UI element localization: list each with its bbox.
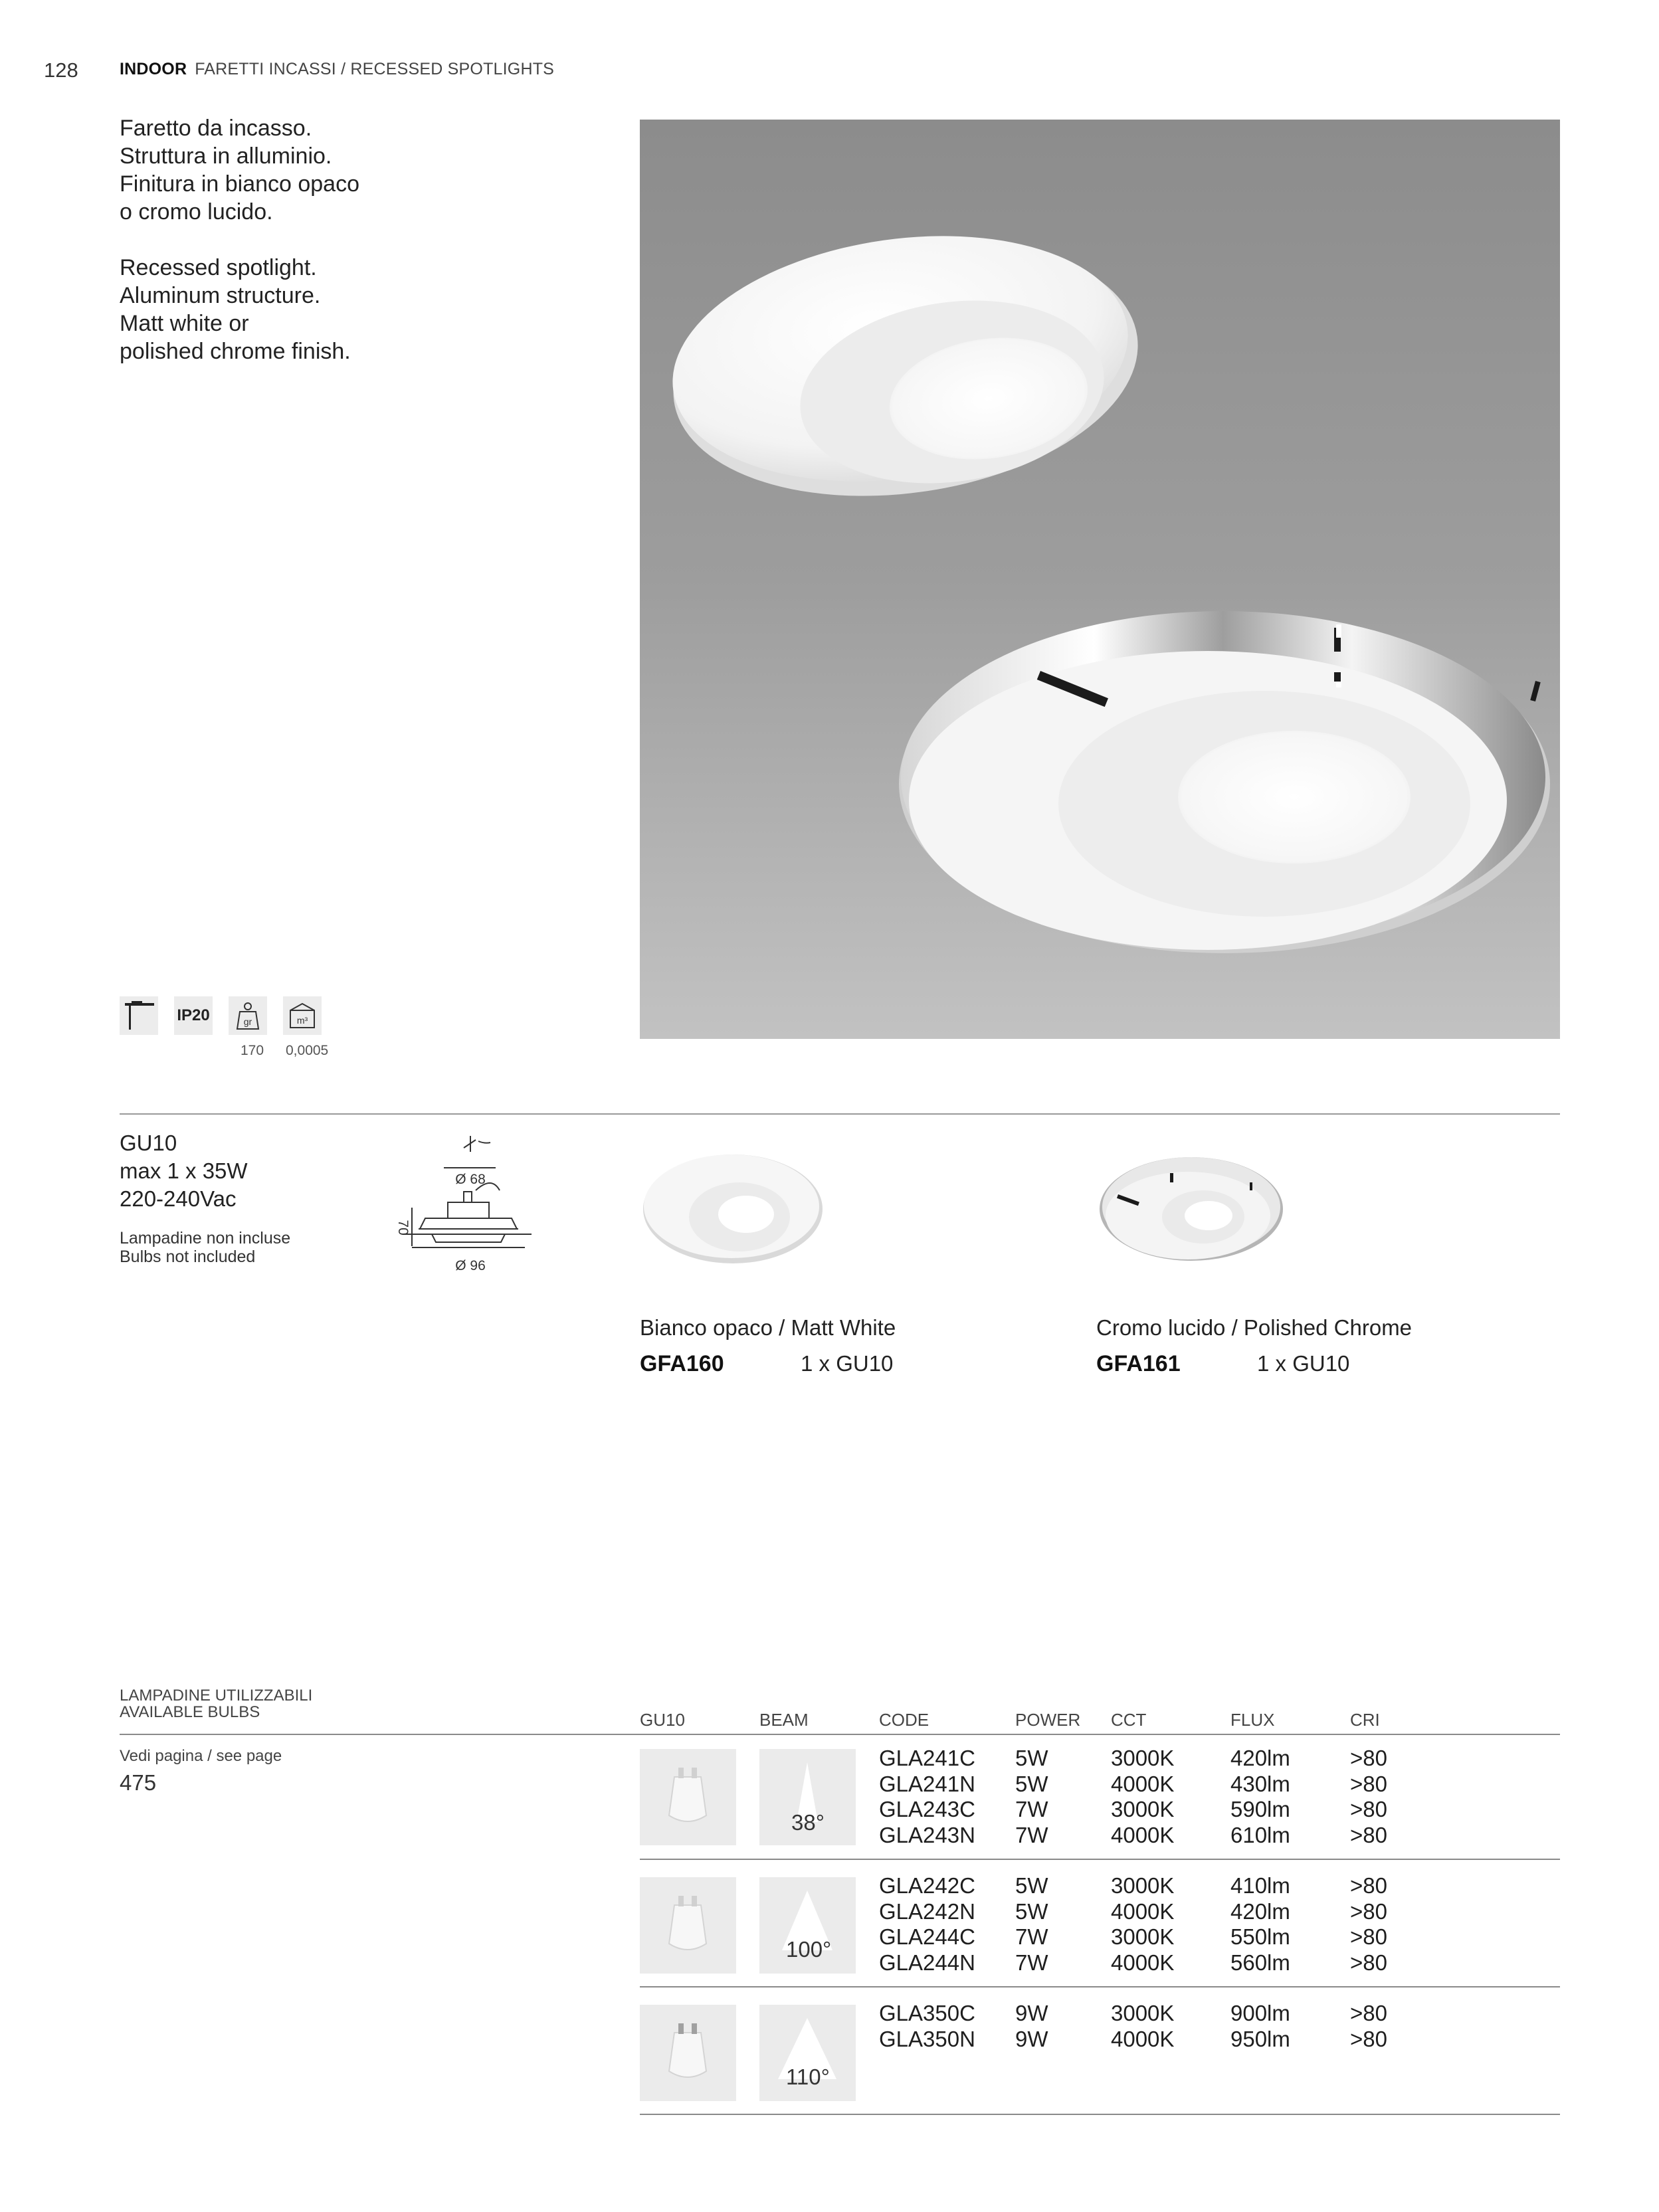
volume-icon: [283, 996, 322, 1035]
bulb-image: [640, 2005, 736, 2101]
code-column: [879, 1746, 975, 1848]
group-divider: [640, 1986, 1560, 1987]
section-divider: [120, 1113, 1560, 1115]
bulb-cri: >80: [1350, 1924, 1387, 1949]
power-column: [1015, 1873, 1048, 1976]
bulb-cct: 3000K: [1111, 1746, 1175, 1770]
bulb-code: GLA242C: [879, 1873, 975, 1898]
bulb-cri: >80: [1350, 1950, 1387, 1975]
bulb-cct: 3000K: [1111, 1924, 1175, 1949]
bulb-power: 5W: [1015, 1898, 1048, 1924]
bulb-code: GLA243C: [879, 1797, 975, 1821]
bottom-diameter-label: Ø 96: [455, 1258, 486, 1273]
description-line: Finitura in bianco opaco: [120, 171, 360, 197]
bulb-power: 5W: [1015, 1746, 1048, 1770]
bulb-code: GLA244C: [879, 1924, 975, 1949]
variant-source-white: 1 x GU10: [801, 1351, 894, 1376]
bulb-power: 5W: [1015, 1873, 1048, 1898]
bulb-flux: 590lm: [1230, 1797, 1290, 1821]
code-column: [879, 2001, 975, 2052]
power-column: [1015, 2001, 1048, 2052]
variant-code-white: GFA160: [640, 1351, 724, 1376]
description-line: Struttura in alluminio.: [120, 143, 332, 169]
beam-box: [759, 1749, 856, 1845]
spec-line: max 1 x 35W: [120, 1158, 248, 1183]
bulb-power: 7W: [1015, 1797, 1048, 1821]
see-page-number: 475: [120, 1770, 157, 1795]
cct-column: [1111, 1746, 1174, 1848]
beam-angle: 38°: [791, 1810, 825, 1835]
product-photo: [640, 120, 1560, 1039]
bulbs-header-rule: [120, 1734, 1560, 1735]
section-label: INDOOR: [120, 60, 187, 78]
bulb-cct: 3000K: [1111, 1873, 1175, 1898]
ip-rating-badge: IP20: [174, 996, 213, 1035]
bulb-flux: 950lm: [1230, 2026, 1290, 2051]
weight-value: 170: [241, 1043, 264, 1058]
bulb-code: GLA350C: [879, 2001, 975, 2025]
bulb-power: 9W: [1015, 2001, 1048, 2025]
cri-column: [1350, 2001, 1387, 2052]
note-line: Lampadine non incluse: [120, 1229, 291, 1247]
flux-column: [1230, 1746, 1290, 1848]
bulb-code: GLA242N: [879, 1898, 975, 1924]
bulb-cri: >80: [1350, 1873, 1387, 1898]
header-cri: CRI: [1350, 1710, 1380, 1730]
bulb-cri: >80: [1350, 1797, 1387, 1821]
bulb-flux: 420lm: [1230, 1898, 1290, 1924]
bulb-power: 9W: [1015, 2026, 1048, 2051]
volume-value: 0,0005: [286, 1043, 329, 1058]
polished-chrome-thumbnail: [1092, 1143, 1291, 1275]
category-label: FARETTI INCASSI / RECESSED SPOTLIGHTS: [195, 60, 555, 78]
variant-finish-white: Bianco opaco / Matt White: [640, 1315, 896, 1340]
bulb-flux: 410lm: [1230, 1873, 1290, 1898]
bulb-cri: >80: [1350, 2026, 1387, 2051]
bulb-cct: 3000K: [1111, 2001, 1175, 2025]
bulb-cct: 4000K: [1111, 1822, 1175, 1847]
bulb-code: GLA244N: [879, 1950, 975, 1975]
note-line: Bulbs not included: [120, 1247, 256, 1266]
bulb-cri: >80: [1350, 1746, 1387, 1770]
bulb-flux: 900lm: [1230, 2001, 1290, 2025]
spec-line: 220-240Vac: [120, 1186, 237, 1211]
cri-column: [1350, 1873, 1387, 1976]
bulb-cct: 3000K: [1111, 1797, 1175, 1821]
flux-column: [1230, 2001, 1290, 2052]
variant-finish-chrome: Cromo lucido / Polished Chrome: [1096, 1315, 1413, 1340]
beam-box: [759, 2005, 856, 2101]
bulb-code: GLA241C: [879, 1746, 975, 1770]
weight-icon: [229, 996, 267, 1035]
installation-icon: [120, 996, 158, 1035]
header-cct: CCT: [1111, 1710, 1147, 1730]
beam-angle: 110°: [786, 2065, 830, 2089]
bulb-cct: 4000K: [1111, 1898, 1175, 1924]
bulb-notes: [120, 1229, 290, 1266]
bulbs-title: [120, 1687, 312, 1720]
description-line: Aluminum structure.: [120, 283, 321, 308]
beam-box: [759, 1877, 856, 1974]
bulb-flux: 550lm: [1230, 1924, 1290, 1949]
description-line: Faretto da incasso.: [120, 116, 312, 141]
page-header: [120, 60, 554, 79]
group-divider: [640, 2114, 1560, 2115]
bulb-power: 7W: [1015, 1924, 1048, 1949]
bulb-code: GLA241N: [879, 1771, 975, 1796]
header-flux: FLUX: [1230, 1710, 1275, 1730]
bulb-flux: 420lm: [1230, 1746, 1290, 1770]
cct-column: [1111, 1873, 1174, 1976]
power-column: [1015, 1746, 1048, 1848]
electrical-specs: [120, 1129, 248, 1213]
bulb-flux: 560lm: [1230, 1950, 1290, 1975]
cct-column: [1111, 2001, 1174, 2052]
weight-unit: gr: [243, 1016, 252, 1027]
bulb-cri: >80: [1350, 1898, 1387, 1924]
header-power: POWER: [1015, 1710, 1081, 1730]
description-line: Matt white or: [120, 311, 249, 336]
bulb-cri: >80: [1350, 1822, 1387, 1847]
bulb-cri: >80: [1350, 2001, 1387, 2025]
description-en: [120, 254, 351, 365]
flux-column: [1230, 1873, 1290, 1976]
bulb-power: 7W: [1015, 1950, 1048, 1975]
see-page-label: Vedi pagina / see page: [120, 1747, 282, 1765]
matt-white-thumbnail: [640, 1143, 839, 1275]
bulbs-title-line: AVAILABLE BULBS: [120, 1703, 260, 1721]
bulb-cct: 4000K: [1111, 2026, 1175, 2051]
bulb-power: 5W: [1015, 1771, 1048, 1796]
spec-line: GU10: [120, 1131, 177, 1155]
code-column: [879, 1873, 975, 1976]
bulb-cct: 4000K: [1111, 1771, 1175, 1796]
description-line: polished chrome finish.: [120, 339, 351, 364]
bulbs-title-line: LAMPADINE UTILIZZABILI: [120, 1687, 313, 1705]
bulb-cri: >80: [1350, 1771, 1387, 1796]
top-diameter-label: Ø 68: [455, 1172, 486, 1187]
bulb-cct: 4000K: [1111, 1950, 1175, 1975]
variant-source-chrome: 1 x GU10: [1257, 1351, 1350, 1376]
page-number: 128: [44, 58, 78, 82]
bulb-code: GLA350N: [879, 2026, 975, 2051]
beam-angle: 100°: [786, 1937, 832, 1962]
cri-column: [1350, 1746, 1387, 1848]
bulb-flux: 430lm: [1230, 1771, 1290, 1796]
header-code: CODE: [879, 1710, 929, 1730]
header-gu10: GU10: [640, 1710, 685, 1730]
description-line: Recessed spotlight.: [120, 255, 317, 280]
bulb-code: GLA243N: [879, 1822, 975, 1847]
volume-unit: m³: [296, 1015, 308, 1026]
group-divider: [640, 1859, 1560, 1860]
technical-drawing: [379, 1129, 558, 1282]
bulb-image: [640, 1749, 736, 1845]
bulb-power: 7W: [1015, 1822, 1048, 1847]
description-it: [120, 114, 359, 226]
height-label: 70: [395, 1220, 411, 1236]
variant-code-chrome: GFA161: [1096, 1351, 1181, 1376]
header-beam: BEAM: [759, 1710, 809, 1730]
bulb-flux: 610lm: [1230, 1822, 1290, 1847]
bulb-image: [640, 1877, 736, 1974]
description-line: o cromo lucido.: [120, 199, 273, 225]
